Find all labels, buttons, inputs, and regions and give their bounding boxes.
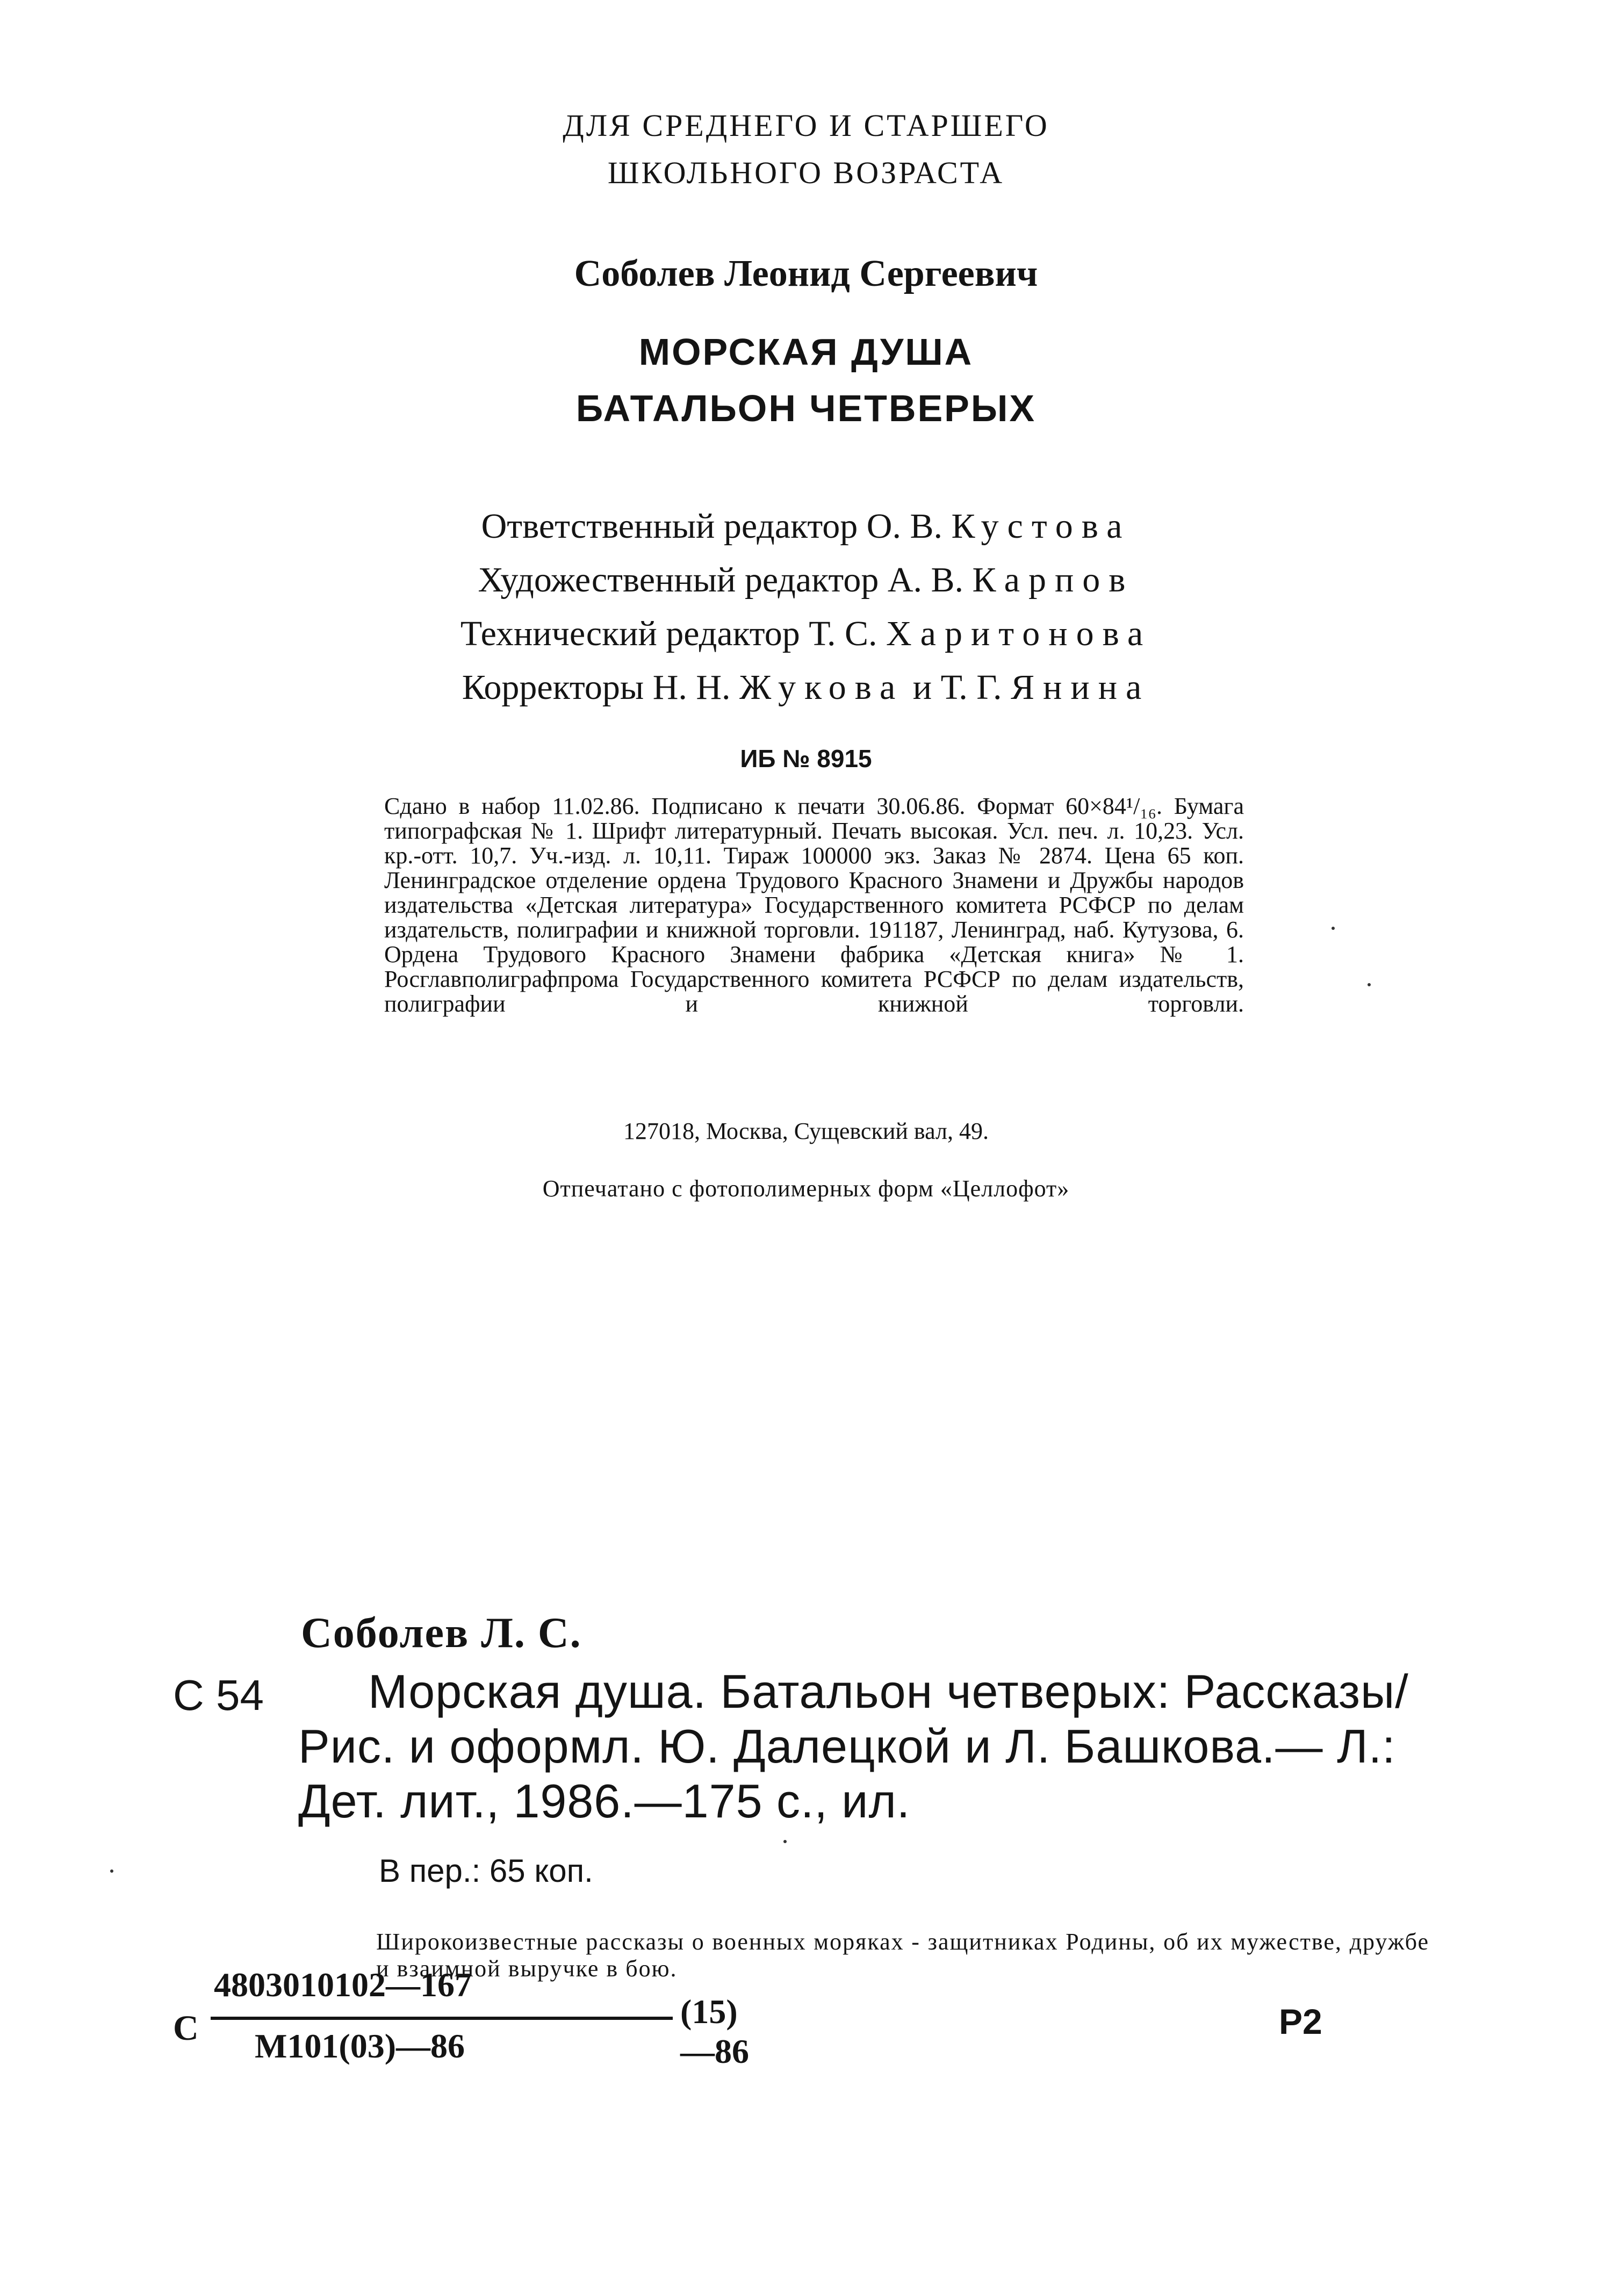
author-full-name: Соболев Леонид Сергеевич <box>574 253 1038 294</box>
imprint-text: Сдано в набор 11.02.86. Подписано к печати 30.06.86. Формат 60×84¹/₁₆. Бумага типографская № 1. Шрифт литературный. Печать высокая. Усл. печ. л. 10,23. Усл. кр.-отт. 10,7. Уч.-изд. л. 10,11. Тираж 100000 экз. Заказ № 2874. Цена 65 коп. Ленинградское отделение ордена Трудового Красного Знамени и Дружбы народов издательства «Детская литература» Государственного комитета РСФСР по делам издательств, полиграфии и книжной торговли. 191187, Ленинград, наб. Кутузова, 6. Ордена Трудового Красного Знамени фабрика «Детская книга» № 1. Росглавполиграфпрома Государственного комитета РСФСР по делам издательств, полиграфии и книжной торговли. <box>384 793 1244 1017</box>
printed-note: Отпечатано с фотополимерных форм «Целлофот» <box>542 1175 1070 1202</box>
formula-letter: С <box>173 2009 199 2048</box>
shelf-mark: Р2 <box>1279 2002 1322 2041</box>
credit-art-editor <box>0 553 1612 607</box>
credit-role: Ответственный редактор О. В. <box>481 507 942 546</box>
formula-fraction-bar <box>211 2017 673 2020</box>
card-annotation: Широкоизвестные рассказы о военных моряках - защитниках Родины, об их мужестве, дружбе и взаимной выручке в бою. <box>376 1929 1429 1982</box>
card-classification-code: С 54 <box>173 1671 264 1719</box>
book-title-2: БАТАЛЬОН ЧЕТВЕРЫХ <box>575 387 1037 429</box>
credit-name: Жукова <box>739 668 904 707</box>
card-description: Морская душа. Батальон четверых: Рассказы/ Рис. и оформл. Ю. Далецкой и Л. Башкова.— Л.: Дет. лит., 1986.—175 с., ил. <box>298 1665 1409 1828</box>
print-speck <box>1332 927 1335 930</box>
credit-name: Карпов <box>972 560 1134 600</box>
print-speck <box>1368 983 1371 986</box>
formula-denominator: М101(03)—86 <box>255 2027 465 2065</box>
credit-role: Корректоры Н. Н. <box>462 668 731 707</box>
formula-numerator: 4803010102—167 <box>214 1966 472 2004</box>
credits-block <box>0 500 1612 714</box>
credit-name-2: Янина <box>1011 668 1150 707</box>
catalog-formula <box>173 1961 764 2100</box>
credit-name: Кустова <box>951 507 1131 546</box>
credit-technical-editor <box>0 607 1612 661</box>
ib-number: ИБ № 8915 <box>740 745 872 772</box>
book-title-1: МОРСКАЯ ДУША <box>638 331 974 373</box>
age-recommendation-line-1: ДЛЯ СРЕДНЕГО И СТАРШЕГО <box>563 108 1049 143</box>
age-recommendation-line-2: ШКОЛЬНОГО ВОЗРАСТА <box>607 155 1005 190</box>
credit-joiner: и Т. Г. <box>912 668 1002 707</box>
credit-proofreaders <box>0 661 1612 714</box>
credit-role: Технический редактор Т. С. <box>460 614 877 653</box>
formula-tail: (15)—86 <box>680 1992 749 2070</box>
credit-name: Харитонова <box>886 614 1152 653</box>
imprint-address: 127018, Москва, Сущевский вал, 49. <box>623 1118 989 1144</box>
credit-responsible-editor <box>0 500 1612 553</box>
print-speck <box>110 1869 113 1873</box>
credit-role: Художественный редактор А. В. <box>478 560 964 600</box>
print-speck <box>783 1840 787 1843</box>
card-author: Соболев Л. С. <box>301 1609 582 1657</box>
age-recommendation <box>0 102 1612 197</box>
card-price: В пер.: 65 коп. <box>379 1853 593 1889</box>
